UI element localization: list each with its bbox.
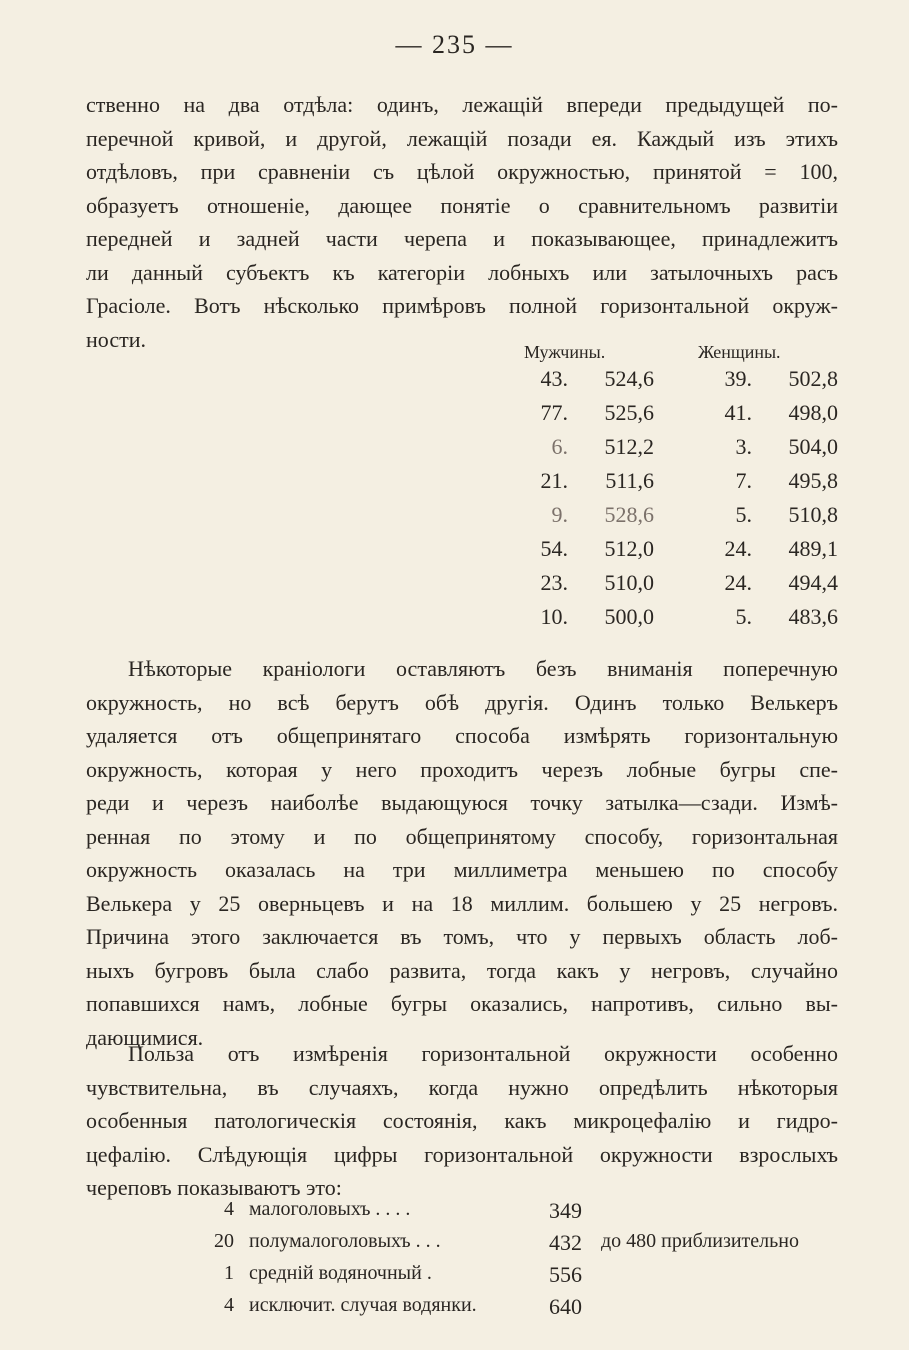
text-line: Велькера у 25 оверньцевъ и на 18 миллим. большею у 25 негровъ. bbox=[86, 890, 838, 916]
skull-type: малоголовыхъ . . . . bbox=[249, 1198, 411, 1220]
text-line: образуетъ отношеніе, дающее понятіе о сравнительномъ развитіи bbox=[86, 192, 838, 218]
skull-type: средній водяночный . bbox=[249, 1262, 432, 1284]
text-line: ныхъ бугровъ была слабо развита, тогда какъ у негровъ, случайно bbox=[86, 957, 838, 983]
men-value: 511,6 bbox=[605, 468, 654, 493]
women-count: 39. bbox=[724, 366, 752, 391]
skull-count: 1 bbox=[224, 1262, 234, 1284]
page-number: — 235 — bbox=[395, 30, 514, 59]
table-row bbox=[86, 366, 838, 400]
table-header bbox=[86, 342, 838, 366]
women-count: 3. bbox=[735, 434, 752, 459]
skull-count: 4 bbox=[224, 1198, 234, 1220]
men-count: 23. bbox=[540, 570, 568, 595]
circumference-value: 640 bbox=[549, 1294, 582, 1319]
women-value: 502,8 bbox=[788, 366, 838, 391]
women-count: 5. bbox=[735, 604, 752, 629]
text-line: удаляется отъ общепринятаго способа измѣрять горизонтальную bbox=[86, 723, 838, 748]
women-value: 498,0 bbox=[788, 400, 838, 425]
women-value: 489,1 bbox=[788, 536, 838, 561]
text-line: реди и черезъ наиболѣе выдающуюся точку затылка—сзади. Измѣ- bbox=[86, 790, 838, 815]
women-value: 510,8 bbox=[788, 502, 838, 527]
men-count: 6. bbox=[551, 434, 568, 459]
men-value: 510,0 bbox=[604, 570, 654, 595]
table-row bbox=[86, 502, 838, 536]
paragraph-2 bbox=[86, 652, 838, 1054]
text-line: ности. bbox=[86, 326, 146, 352]
text-line: дающимися. bbox=[86, 1024, 204, 1050]
table-row bbox=[86, 536, 838, 570]
men-value: 528,6 bbox=[604, 502, 654, 527]
men-count: 9. bbox=[551, 502, 568, 527]
text-line: цефалію. Слѣдующія цифры горизонтальной окружности взрослыхъ bbox=[86, 1141, 838, 1167]
men-value: 525,6 bbox=[604, 400, 654, 425]
small-table-row bbox=[86, 1294, 838, 1328]
women-count: 5. bbox=[735, 502, 752, 527]
text-line: череповъ показываютъ это: bbox=[86, 1175, 342, 1200]
women-count: 24. bbox=[724, 570, 752, 595]
text-line: окружность, но всѣ берутъ обѣ другія. Одинъ только Велькеръ bbox=[86, 689, 838, 715]
skull-count: 20 bbox=[214, 1230, 234, 1252]
women-value: 504,0 bbox=[788, 434, 838, 459]
women-count: 24. bbox=[724, 536, 752, 561]
table-row bbox=[86, 400, 838, 434]
small-table-row bbox=[86, 1230, 838, 1264]
women-count: 7. bbox=[735, 468, 752, 493]
text-line: попавшихся намъ, лобные бугры оказались, напротивъ, сильно вы- bbox=[86, 991, 838, 1016]
small-table-row bbox=[86, 1262, 838, 1296]
men-count: 54. bbox=[540, 536, 568, 561]
text-line: особенныя патологическія состоянія, какъ микроцефалію и гидро- bbox=[86, 1108, 838, 1133]
text-line: ли данный субъектъ къ категоріи лобныхъ или затылочныхъ расъ bbox=[86, 259, 838, 285]
value-note: до 480 приблизительно bbox=[601, 1230, 799, 1252]
men-count: 43. bbox=[540, 366, 568, 391]
paragraph-3 bbox=[86, 1037, 838, 1205]
circumference-value: 349 bbox=[549, 1198, 582, 1223]
small-table-row bbox=[86, 1198, 838, 1232]
table-row bbox=[86, 604, 838, 638]
text-line: Грасіоле. Вотъ нѣсколько примѣровъ полной горизонтальной окруж- bbox=[86, 293, 838, 318]
skull-count: 4 bbox=[224, 1294, 234, 1316]
text-line: чувствительна, въ случаяхъ, когда нужно опредѣлить нѣкоторыя bbox=[86, 1074, 838, 1100]
text-line: ственно на два отдѣла: одинъ, лежащій впереди предыдущей по- bbox=[86, 92, 838, 117]
table-row bbox=[86, 570, 838, 604]
women-count: 41. bbox=[724, 400, 752, 425]
text-line: окружность оказалась на три миллиметра меньшею по способу bbox=[86, 857, 838, 882]
women-value: 494,4 bbox=[788, 570, 838, 595]
header-men: Мужчины. bbox=[524, 342, 606, 362]
men-value: 524,6 bbox=[604, 366, 654, 391]
skull-type: исключит. случая водянки. bbox=[249, 1294, 477, 1316]
table-row bbox=[86, 434, 838, 468]
circumference-value: 432 bbox=[549, 1230, 582, 1255]
text-line: Польза отъ измѣренія горизонтальной окружности особенно bbox=[128, 1041, 838, 1066]
circumference-value: 556 bbox=[549, 1262, 582, 1287]
women-value: 495,8 bbox=[788, 468, 838, 493]
text-line: ренная по этому и по общепринятому способу, горизонтальная bbox=[86, 823, 838, 849]
men-value: 512,2 bbox=[604, 434, 654, 459]
women-value: 483,6 bbox=[788, 604, 838, 629]
text-line: окружность, которая у него проходитъ черезъ лобные бугры спе- bbox=[86, 756, 838, 782]
men-value: 500,0 bbox=[604, 604, 654, 629]
header-women: Женщины. bbox=[698, 342, 781, 362]
men-count: 77. bbox=[540, 400, 568, 425]
men-count: 21. bbox=[540, 468, 568, 493]
text-line: передней и задней части черепа и показывающее, принадлежитъ bbox=[86, 226, 838, 251]
text-line: отдѣловъ, при сравненіи съ цѣлой окружностью, принятой = 100, bbox=[86, 159, 838, 184]
paragraph-1 bbox=[86, 88, 838, 356]
men-value: 512,0 bbox=[604, 536, 654, 561]
skull-type: полумалоголовыхъ . . . bbox=[249, 1230, 441, 1252]
text-line: Причина этого заключается въ томъ, что у первыхъ область лоб- bbox=[86, 924, 838, 949]
men-count: 10. bbox=[540, 604, 568, 629]
text-line: Нѣкоторые краніологи оставляютъ безъ вниманія поперечную bbox=[128, 656, 838, 681]
text-line: перечной кривой, и другой, лежащій позади ея. Каждый изъ этихъ bbox=[86, 125, 838, 151]
table-row bbox=[86, 468, 838, 502]
